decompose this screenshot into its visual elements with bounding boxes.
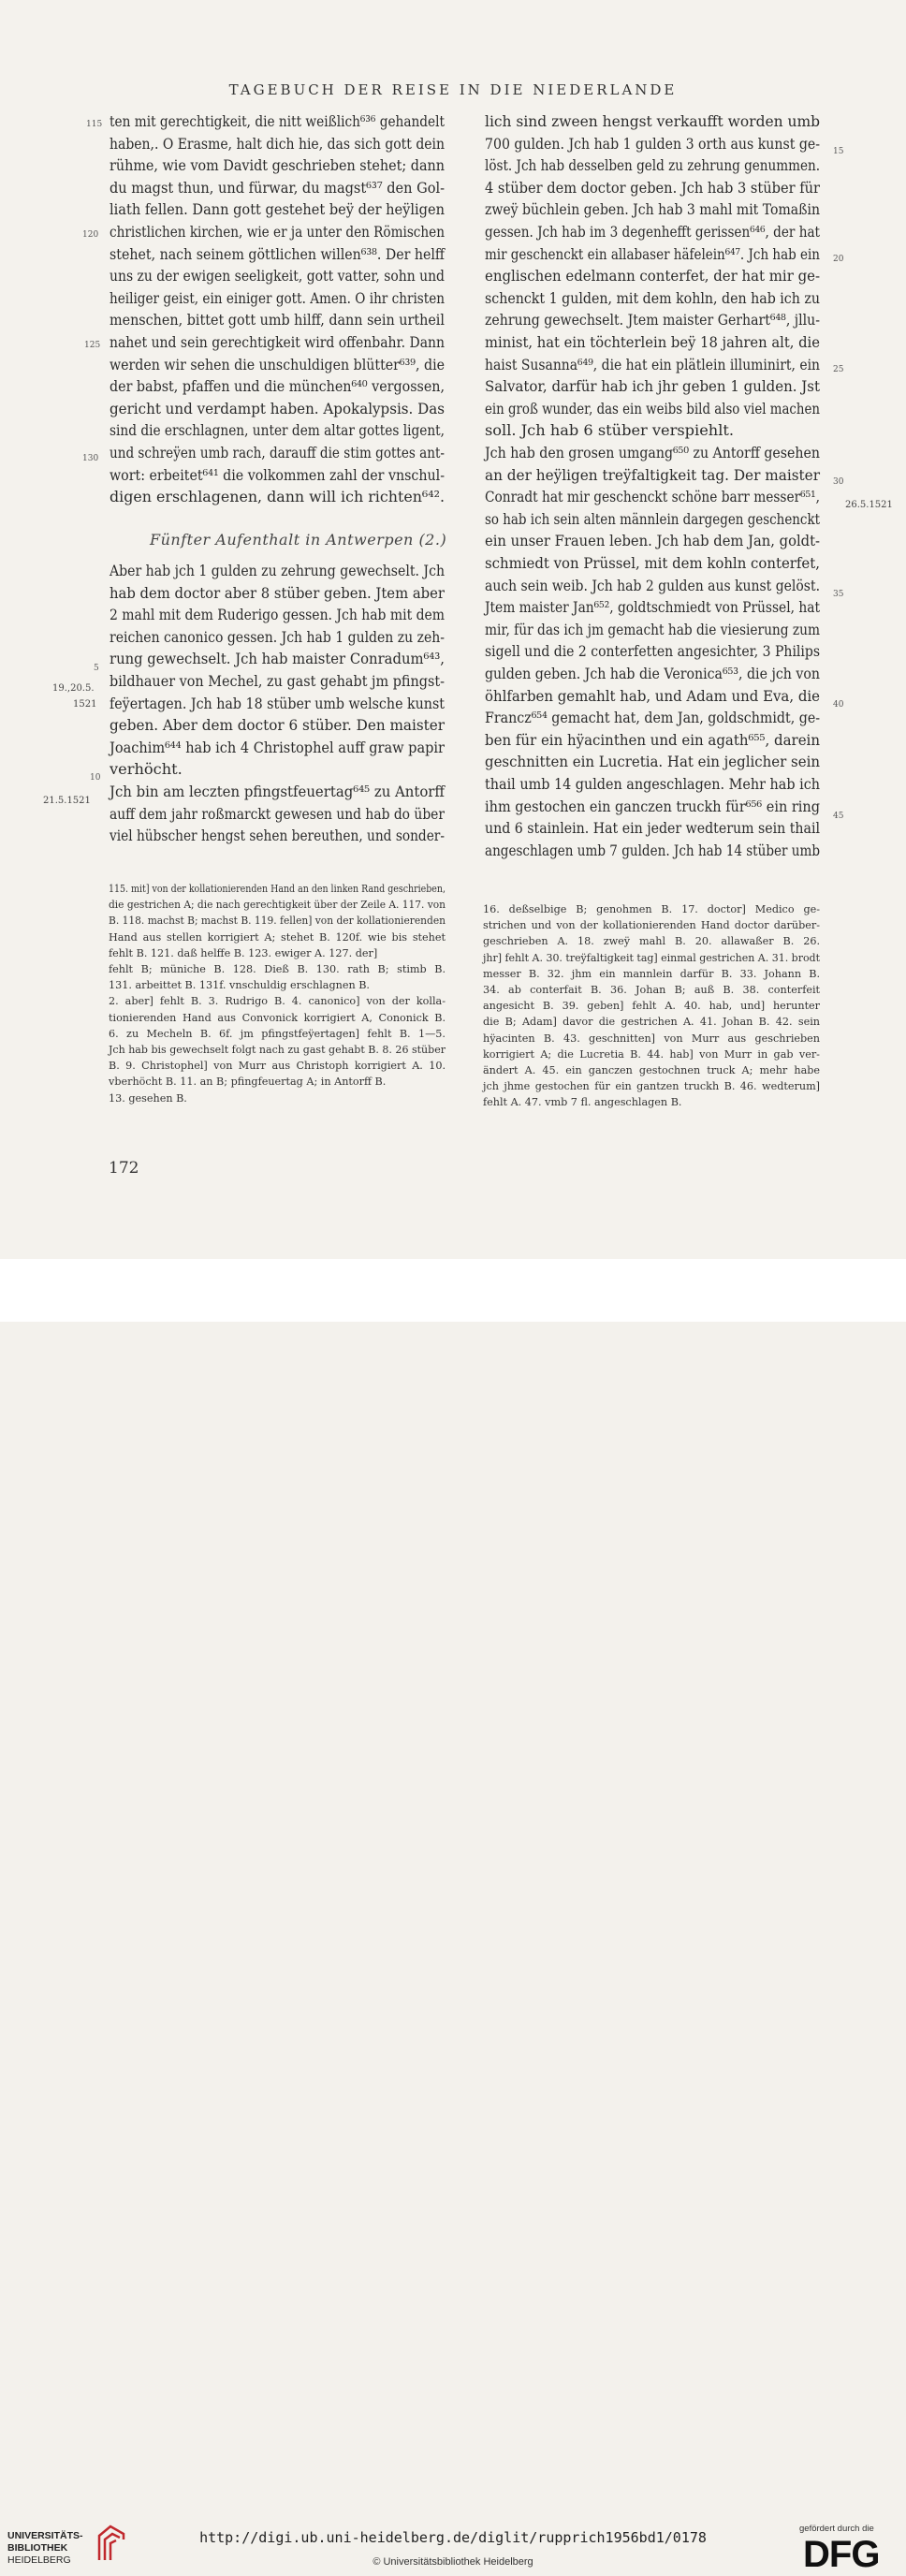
text-line: auff dem jahr roßmarckt gewesen und hab do über — [110, 804, 445, 823]
text-line: gericht und verdampt haben. Apokalypsis. Das — [110, 399, 445, 417]
text-line: Conradt hat mir geschenckt schöne barr messer⁶⁵¹, — [485, 488, 821, 506]
running-title: TAGEBUCH DER REISE IN DIE NIEDERLANDE — [228, 81, 678, 98]
text-line: zweÿ büchlein geben. Jch hab 3 mahl mit Tomaßin — [485, 200, 820, 219]
text-line: haben,. O Erasme, halt dich hie, das sich gott dein — [110, 134, 446, 153]
note-line: Hand aus stellen korrigiert A; stehet B. 120f. wie bis stehet — [109, 930, 446, 944]
line-number: 125 — [84, 341, 101, 350]
text-line: der babst, pfaffen und die münchen⁶⁴⁰ vergossen, — [110, 377, 446, 396]
text-line: Jtem maister Jan⁶⁵², goldtschmiedt von Prüssel, hat — [485, 598, 821, 617]
text-line: christlichen kirchen, wie er ja unter den Römischen — [110, 223, 445, 241]
text-line: du magst thun, und fürwar, du magst⁶³⁷ den Gol- — [110, 178, 446, 197]
permalink-url[interactable]: http://digi.ub.uni-heidelberg.de/diglit/rupprich1956bd1/0178 — [199, 2529, 707, 2546]
margin-date: 19.,20.5. — [52, 683, 95, 694]
text-line: sigell und die 2 conterfetten angesichter, 3 Philips — [485, 642, 821, 661]
note-line: B. 9. Christophel] von Murr aus Christoph korrigiert A. 10. — [109, 1060, 446, 1073]
text-line: liath fellen. Dann gott gestehet beÿ der heÿligen — [110, 200, 445, 219]
margin-date: 1521 — [73, 699, 97, 710]
line-number: 35 — [833, 590, 844, 599]
book-page — [0, 0, 906, 1259]
note-line: korrigiert A; die Lucretia B. 44. hab] von Murr in gab ver- — [483, 1047, 820, 1061]
note-line: 34. ab conterfait B. 36. Johan B; auß B. 38. conterfeit — [483, 984, 821, 996]
institution-line: UNIVERSITÄTS- — [7, 2530, 83, 2541]
text-line: werden wir sehen die unschuldigen blütter⁶³⁹, die — [110, 355, 445, 373]
note-line: ändert A. 45. ein ganczen gestochnen truck A; mehr habe — [483, 1064, 821, 1076]
note-line: jhr] fehlt A. 30. treÿfaltigkeit tag] einmal gestrichen A. 31. brodt — [483, 951, 821, 964]
sponsor-label: gefördert durch die — [799, 2524, 874, 2534]
text-line: ein unser Frauen leben. Jch hab dem Jan, goldt- — [485, 532, 820, 550]
note-line: messer B. 32. jhm ein mannlein darfür B. 33. Johann B. — [483, 967, 820, 980]
note-line: geschrieben A. 18. zweÿ mahl B. 20. allawaßer B. 26. — [483, 935, 820, 948]
line-number: 40 — [833, 700, 844, 710]
text-line: wort: erbeitet⁶⁴¹ die volkommen zahl der vnschul- — [110, 465, 445, 484]
text-line: angeschlagen umb 7 gulden. Jch hab 14 stüber umb — [485, 841, 820, 859]
text-line: und schreÿen umb rach, darauff die stim gottes ant- — [110, 444, 445, 461]
line-number: 5 — [94, 664, 99, 673]
note-line: 16. deßselbige B; genohmen B. 17. doctor] Medico ge- — [483, 903, 821, 915]
text-line: stehet, nach seinem göttlichen willen⁶³⁸. Der helff — [110, 244, 446, 263]
note-line: B. 118. machst B; machst B. 119. fellen] von der kollationierenden — [109, 915, 446, 928]
text-line: ihm gestochen ein ganczen truckh für⁶⁵⁶ ein ring — [485, 797, 821, 815]
text-line: zehrung gewechselt. Jtem maister Gerhart⁶⁴⁸, jllu- — [485, 311, 820, 329]
text-line: bildhauer von Mechel, zu gast gehabt jm pfingst- — [110, 672, 445, 690]
line-number: 130 — [82, 454, 99, 463]
text-line: minist, hat ein töchterlein beÿ 18 jahren alt, die — [485, 333, 821, 351]
text-line: geben. Aber dem doctor 6 stüber. Den maister — [110, 716, 445, 735]
note-line: fehlt B. 121. daß helffe B. 123. ewiger A. 127. der] — [109, 946, 378, 959]
text-line: löst. Jch hab desselben geld zu zehrung genummen. — [485, 156, 820, 175]
text-line: schmiedt von Prüssel, mit dem kohln conterfet, — [485, 554, 820, 572]
institution-line: HEIDELBERG — [7, 2554, 71, 2566]
text-line: gulden geben. Jch hab die Veronica⁶⁵³, die jch von — [485, 665, 820, 682]
text-line: an der heÿligen treÿfaltigkeit tag. Der maister — [485, 465, 820, 484]
line-number: 115 — [86, 120, 103, 129]
text-line: lich sind zween hengst verkaufft worden umb — [485, 112, 821, 130]
text-line: Jch hab den grosen umgang⁶⁵⁰ zu Antorff gesehen — [485, 444, 820, 461]
text-line: mir, für das ich jm gemacht hab die viesierung zum — [485, 620, 821, 638]
note-line: 115. mit] von der kollationierenden Hand an den linken Rand geschrieben, — [109, 883, 446, 895]
text-line: auch sein weib. Jch hab 2 gulden aus kunst gelöst. — [485, 576, 821, 594]
text-line: öhlfarben gemahlt hab, und Adam und Eva, die — [485, 686, 820, 705]
institution-line: BIBLIOTHEK — [7, 2542, 68, 2554]
text-line: sind die erschlagnen, unter dem altar gottes ligent, — [110, 421, 445, 440]
line-number: 15 — [833, 147, 844, 156]
note-line: 131. arbeittet B. 131f. vnschuldig erschlagnen B. — [109, 979, 370, 992]
note-line: 2. aber] fehlt B. 3. Rudrigo B. 4. canonico] von der kolla- — [109, 995, 446, 1008]
note-line: die gestrichen A; die nach gerechtigkeit über der Zeile A. 117. von — [109, 899, 446, 912]
text-line: viel hübscher hengst sehen bereuthen, und sonder- — [110, 827, 445, 845]
text-line: nahet und sein gerechtigkeit wird offenbahr. Dann — [110, 333, 445, 351]
note-line: 6. zu Mecheln B. 6f. jm pfingstfeÿertagen] fehlt B. 1—5. — [109, 1027, 446, 1040]
text-line: reichen canonico gessen. Jch hab 1 gulden zu zeh- — [110, 627, 445, 646]
section-heading: Fünfter Aufenthalt in Antwerpen (2.) — [150, 531, 447, 549]
text-line: feÿertagen. Jch hab 18 stüber umb welsche kunst — [110, 694, 445, 712]
text-line: rühme, wie vom Davidt geschrieben stehet; dann — [110, 156, 445, 175]
text-line: englischen edelmann conterfet, der hat mir ge- — [485, 267, 821, 285]
line-number: 30 — [833, 477, 844, 487]
text-line: menschen, bittet gott umb hilff, dann sein urtheil — [110, 311, 445, 329]
text-line: thail umb 14 gulden angeschlagen. Mehr hab ich — [485, 775, 821, 793]
note-line: strichen und von der kollationierenden Hand doctor darüber- — [483, 919, 820, 932]
note-line: fehlt A. 47. vmb 7 fl. angeschlagen B. — [483, 1096, 682, 1109]
text-line: rung gewechselt. Jch hab maister Conradum⁶⁴³, — [110, 650, 446, 668]
text-line: ein groß wunder, das ein weibs bild also viel machen — [485, 399, 820, 417]
text-line: schenckt 1 gulden, mit dem kohln, den hab ich zu — [485, 288, 820, 307]
text-line: gessen. Jch hab im 3 degenhefft gerissen⁶⁴⁶, der hat — [485, 223, 820, 241]
text-line: Aber hab jch 1 gulden zu zehrung gewechselt. Jch — [110, 562, 446, 579]
note-line: 13. gesehen B. — [109, 1091, 187, 1105]
text-line: mir geschenckt ein allabaser häfelein⁶⁴⁷. Jch hab ein — [485, 244, 820, 263]
note-line: vberhöcht B. 11. an B; pfingfeuertag A; in Antorff B. — [109, 1076, 387, 1089]
note-line: jch jhme gestochen für ein gantzen truckh B. 46. wedterum] — [483, 1080, 821, 1093]
line-number: 25 — [833, 365, 844, 374]
viewer-footer — [0, 1259, 906, 2575]
text-line: geschnitten ein Lucretia. Hat ein jeglicher sein — [485, 753, 821, 771]
text-line: uns zu der ewigen seeligkeit, gott vatter, sohn und — [110, 267, 445, 285]
line-number: 10 — [90, 773, 101, 783]
page-number: 172 — [109, 1159, 139, 1178]
text-line: haist Susanna⁶⁴⁹, die hat ein plätlein illuminirt, ein — [485, 355, 821, 373]
text-line: Salvator, darfür hab ich jhr geben 1 gulden. Jst — [485, 377, 821, 396]
line-number: 20 — [833, 255, 844, 264]
note-line: tionierenden Hand aus Convonick korrigiert A, Cononick B. — [109, 1011, 446, 1024]
text-line: so hab ich sein alten männlein dargegen geschenckt — [485, 509, 820, 528]
note-line: Jch hab bis gewechselt folgt nach zu gast gehabt B. 8. 26 stüber — [109, 1044, 446, 1056]
text-line: soll. Jch hab 6 stüber verspiehlt. — [485, 421, 735, 440]
margin-date: 26.5.1521 — [845, 500, 893, 510]
text-line: Joachim⁶⁴⁴ hab ich 4 Christophel auff graw papir — [110, 738, 446, 756]
text-line: Jch bin am leczten pfingstfeuertag⁶⁴⁵ zu Antorff — [110, 783, 446, 800]
margin-date: 21.5.1521 — [43, 796, 91, 806]
text-line: und 6 stainlein. Hat ein jeder wedterum sein thail — [485, 819, 821, 838]
text-line: 2 mahl mit dem Ruderigo gessen. Jch hab mit dem — [110, 606, 446, 624]
note-line: angesicht B. 39. geben] fehlt A. 40. hab, und] herunter — [483, 1000, 821, 1013]
line-number: 120 — [82, 230, 99, 240]
note-line: fehlt B; müniche B. 128. Dieß B. 130. rath B; stimb B. — [109, 963, 446, 975]
line-number: 45 — [833, 812, 844, 821]
text-line: Francz⁶⁵⁴ gemacht hat, dem Jan, goldschmidt, ge- — [485, 709, 821, 727]
text-line: verhöcht. — [110, 760, 183, 779]
text-line: ben für ein hÿacinthen und ein agath⁶⁵⁵, darein — [485, 730, 820, 749]
text-line: digen erschlagenen, dann will ich richten⁶⁴². — [110, 488, 446, 506]
text-line: ten mit gerechtigkeit, die nitt weißlich⁶³⁶ gehandelt — [110, 112, 445, 130]
note-line: hÿacinten B. 43. geschnitten] von Murr aus geschrieben — [483, 1032, 821, 1045]
text-line: heiliger geist, ein einiger gott. Amen. O ihr christen — [110, 288, 445, 307]
text-line: hab dem doctor aber 8 stüber geben. Jtem aber — [110, 583, 445, 602]
dfg-logo[interactable]: DFG — [803, 2534, 880, 2575]
note-line: die B; Adam] davor die gestrichen A. 41. Johan B. 42. sein — [483, 1016, 820, 1029]
copyright-notice: © Universitätsbibliothek Heidelberg — [373, 2556, 533, 2568]
text-line: 700 gulden. Jch hab 1 gulden 3 orth aus kunst ge- — [485, 134, 820, 153]
text-line: 4 stüber dem doctor geben. Jch hab 3 stüber für — [485, 178, 820, 197]
